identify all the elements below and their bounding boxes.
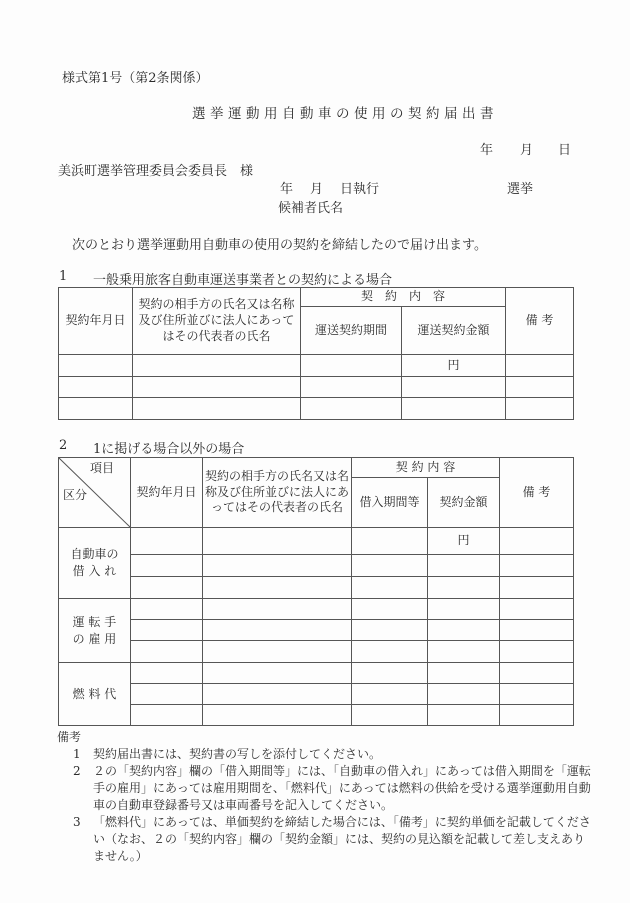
empty-cell [428,705,500,726]
t1-header-party: 契約の相手方の氏名又は名称及び住所並びに法人にあってはその代表者の氏名 [133,288,301,355]
group-label-line: の 雇 用 [72,631,117,646]
t2-group3-row1 [59,663,574,684]
empty-cell [352,599,428,620]
t2-corner-category-label: 区分 [63,488,88,502]
section2-number: 2 [59,438,68,453]
empty-cell [203,528,352,555]
t1-header-remarks: 備 考 [506,288,574,355]
t1-row-2 [59,377,574,398]
empty-cell [131,705,203,726]
empty-cell [203,620,352,641]
note-number: 1 [73,747,81,761]
empty-cell [131,555,203,577]
notes-section [57,729,602,865]
note-number: 2 [73,764,81,778]
empty-cell [352,641,428,663]
empty-cell [500,641,574,663]
t2-header-remarks: 備 考 [500,458,574,528]
year-label: 年 [480,143,494,158]
section1-title: 一般乗用旅客自動車運送事業者との契約による場合 [93,273,393,288]
empty-cell [352,555,428,577]
note-text: ２の「契約内容」欄の「借入期間等」には、「自動車の借入れ」にあっては借入期間を「運転手の雇用」にあっては雇用期間を、「燃料代」にあっては燃料の供給を受ける選挙運動用自動車の自動車登録番号又は車両番号を記入してください。 [93,764,591,812]
day-label: 日 [558,143,572,158]
month-label: 月 [520,143,534,158]
empty-cell [352,528,428,555]
group-label-car-rental [59,528,131,599]
exec-day-label: 日執行 [340,182,380,197]
empty-cell [131,599,203,620]
addressee-line: 美浜町選挙管理委員会委員長 様 [58,164,254,179]
empty-cell [59,398,133,420]
t2-group1-row2 [59,555,574,577]
empty-cell [133,377,301,398]
empty-cell [301,377,402,398]
empty-cell [500,577,574,599]
empty-cell [131,641,203,663]
t2-header-contract-amount: 契約金額 [428,478,500,528]
t1-header-contract-details: 契 約 内 容 [301,288,506,307]
note-number: 3 [73,815,81,829]
exec-year-label: 年 [280,182,294,197]
empty-cell [500,555,574,577]
empty-cell [59,355,133,377]
empty-cell [500,705,574,726]
t2-header-contract-details: 契 約 内 容 [352,458,500,478]
empty-cell [203,555,352,577]
note-item-2 [73,763,602,814]
empty-cell [500,663,574,684]
empty-cell [428,620,500,641]
group-label-line: 運 転 手 [72,614,117,629]
exec-month-label: 月 [310,182,324,197]
group-label-line: 燃 料 代 [72,686,117,701]
empty-cell [203,663,352,684]
t2-corner-item-label: 項目 [89,461,114,475]
declaration-sentence: 次のとおり選挙運動用自動車の使用の契約を締結したので届け出ます。 [72,238,487,253]
empty-cell [500,528,574,555]
t1-header-contract-date: 契約年月日 [59,288,133,355]
t2-group2-row3 [59,641,574,663]
note-item-3 [73,814,602,865]
empty-cell [203,577,352,599]
t2-header-rental-period: 借入期間等 [352,478,428,528]
empty-cell [352,684,428,705]
t2-group2-row1 [59,599,574,620]
empty-cell [203,684,352,705]
group-label-driver-employment [59,599,131,663]
empty-cell [428,663,500,684]
empty-cell [428,684,500,705]
t1-header-transport-period: 運送契約期間 [301,307,402,355]
empty-cell [352,577,428,599]
empty-cell [352,705,428,726]
t2-group3-row3 [59,705,574,726]
table-other-contracts [58,457,574,726]
election-label: 選挙 [507,182,534,197]
t2-group2-row2 [59,620,574,641]
empty-cell [131,528,203,555]
empty-cell [352,663,428,684]
empty-cell [500,620,574,641]
empty-cell [500,599,574,620]
empty-cell [352,620,428,641]
empty-cell [301,355,402,377]
section1-number: 1 [59,269,68,284]
empty-cell [428,577,500,599]
note-item-1 [73,746,602,763]
page-title: 選挙運動用自動車の使用の契約届出書 [192,106,498,122]
t1-row-1 [59,355,574,377]
note-text: 「燃料代」にあっては、単価契約を締結した場合には、「備考」に契約単価を記載してください（なお、２の「契約内容」欄の「契約金額」には、契約の見込額を記載して差し支えありません。） [93,815,591,863]
empty-cell [500,684,574,705]
t2-header-contract-date: 契約年月日 [131,458,203,528]
t2-header-party: 契約の相手方の氏名又は名称及び住所並びに法人にあってはその代表者の氏名 [203,458,352,528]
yen-unit-cell: 円 [402,355,506,377]
empty-cell [203,641,352,663]
empty-cell [506,377,574,398]
group-label-line: 自動車の [70,547,119,561]
empty-cell [428,641,500,663]
t1-header-transport-amount: 運送契約金額 [402,307,506,355]
empty-cell [131,663,203,684]
empty-cell [428,555,500,577]
group-label-line: 借 入 れ [72,564,117,578]
t2-corner-cell [59,458,131,528]
empty-cell [506,355,574,377]
t2-group1-row3 [59,577,574,599]
candidate-name-label: 候補者氏名 [278,201,344,216]
empty-cell [131,620,203,641]
yen-unit-cell: 円 [428,528,500,555]
section2-title: 1に掲げる場合以外の場合 [93,442,245,457]
t2-group1-row1 [59,528,574,555]
empty-cell [428,599,500,620]
empty-cell [203,705,352,726]
group-label-fuel-cost [59,663,131,726]
t2-group3-row2 [59,684,574,705]
form-number: 様式第1号（第2条関係） [62,71,209,86]
t1-row-3 [59,398,574,420]
note-text: 契約届出書には、契約書の写しを添付してください。 [93,747,382,761]
empty-cell [203,599,352,620]
empty-cell [59,377,133,398]
table-transport-contract [58,287,574,420]
empty-cell [131,684,203,705]
empty-cell [301,398,402,420]
empty-cell [131,577,203,599]
notes-heading: 備考 [57,730,82,744]
empty-cell [402,377,506,398]
empty-cell [402,398,506,420]
empty-cell [506,398,574,420]
empty-cell [133,398,301,420]
empty-cell [133,355,301,377]
